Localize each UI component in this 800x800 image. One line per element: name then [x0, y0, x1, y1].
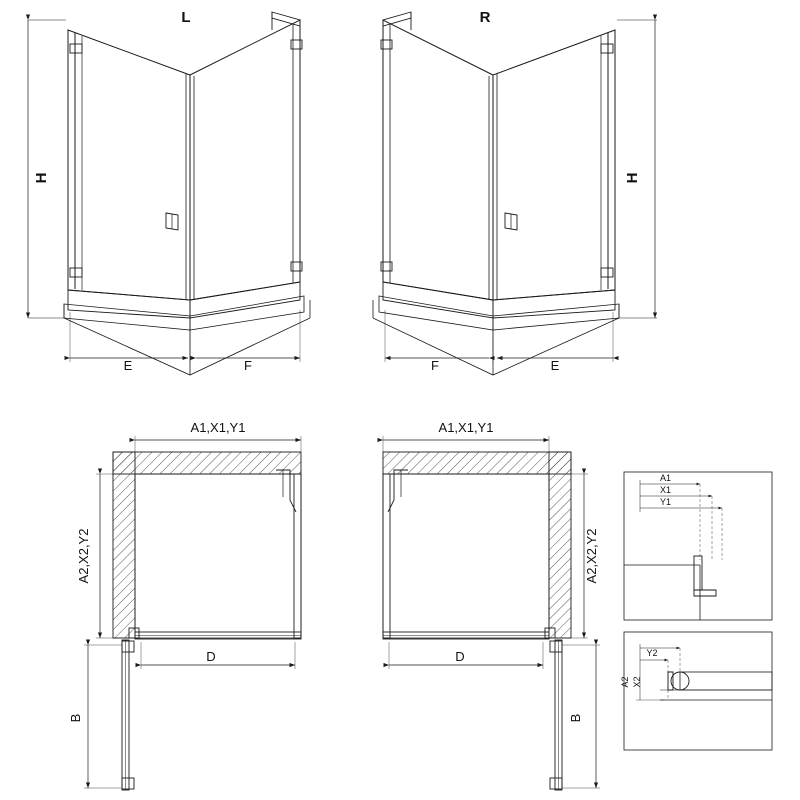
detail-bottom-dim-x2: X2: [632, 676, 642, 688]
detail-top-dim-x1: X1: [660, 485, 672, 495]
detail-bottom-dim-a2: A2: [620, 676, 630, 688]
plan-left-door-dim-label: B: [68, 713, 83, 723]
iso-left-base-label-e: E: [123, 358, 133, 373]
iso-view-right: [373, 12, 657, 375]
plan-left-inner-dim-label: D: [206, 649, 216, 664]
iso-right-variant-label: R: [479, 9, 491, 26]
plan-right-side-dim-label: A2,X2,Y2: [584, 528, 599, 584]
detail-view-top: [624, 472, 772, 620]
plan-right-top-dim-label: A1,X1,Y1: [438, 420, 494, 435]
iso-left-height-label: H: [33, 172, 50, 184]
iso-right-base-label-e: E: [550, 358, 560, 373]
plan-left-side-dim-label: A2,X2,Y2: [76, 528, 91, 584]
detail-bottom-dim-y2: Y2: [646, 648, 658, 658]
iso-view-left: [28, 12, 310, 375]
iso-left-variant-label: L: [181, 9, 191, 26]
iso-left-base-label-f: F: [244, 358, 252, 373]
plan-right-door-dim-label: B: [568, 713, 583, 723]
plan-right-inner-dim-label: D: [455, 649, 465, 664]
plan-view-right: [383, 436, 600, 790]
detail-top-dim-y1: Y1: [660, 497, 672, 507]
detail-top-dim-a1: A1: [660, 473, 672, 483]
iso-right-base-label-f: F: [431, 358, 439, 373]
plan-view-left: [84, 436, 301, 790]
plan-left-top-dim-label: A1,X1,Y1: [190, 420, 246, 435]
iso-right-height-label: H: [624, 172, 641, 184]
